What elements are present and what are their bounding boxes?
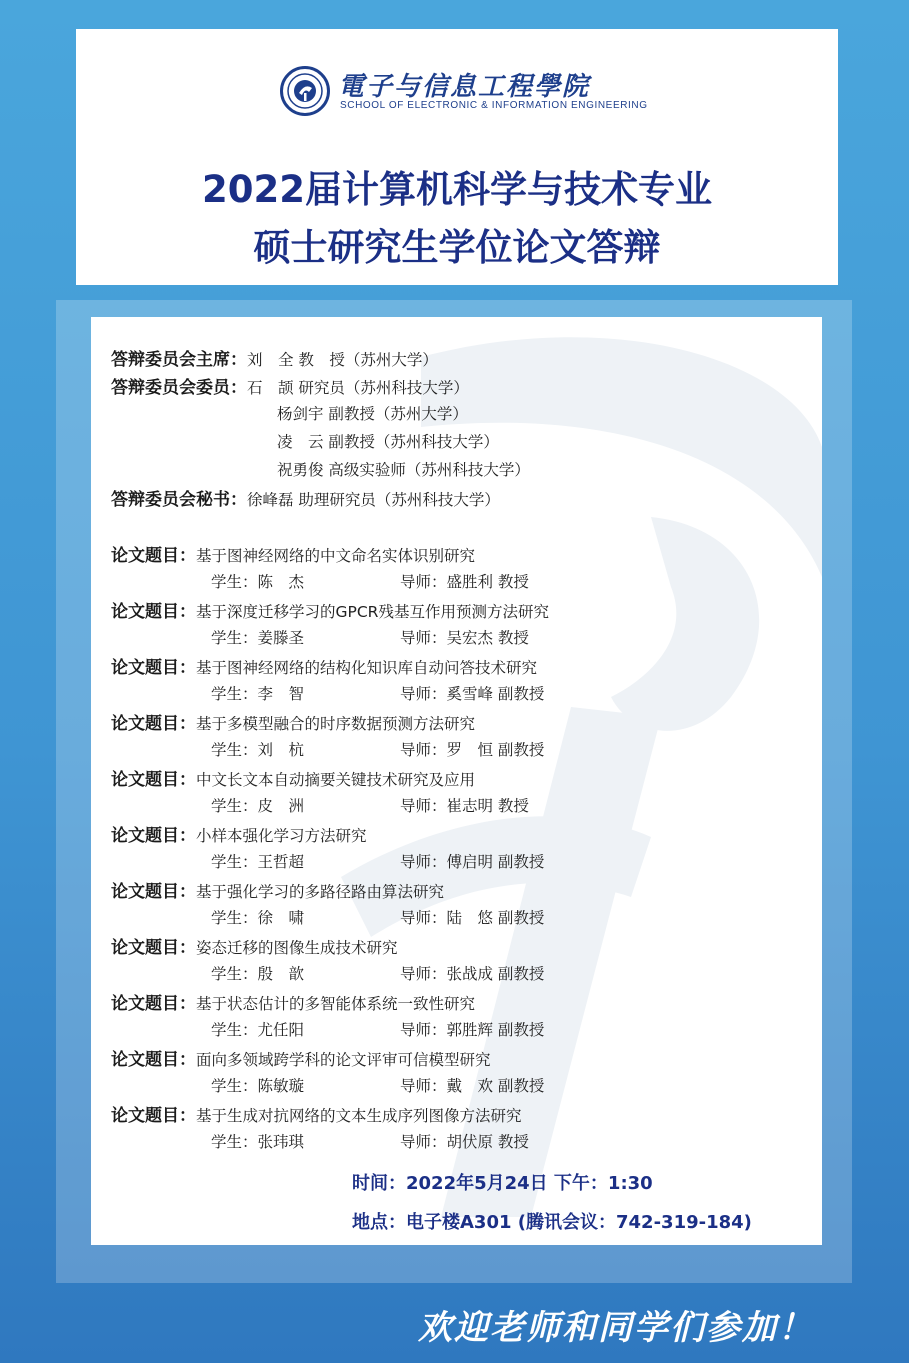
thesis-advisor: 导师：崔志明 教授 <box>400 797 529 815</box>
committee-members-label: 答辩委员会委员： <box>111 378 247 398</box>
thesis-student: 学生：刘 杭 <box>211 741 305 759</box>
thesis-title-label: 论文题目： <box>111 994 196 1014</box>
thesis-student: 学生：皮 洲 <box>211 797 305 815</box>
thesis-student: 学生：尤任阳 <box>211 1021 305 1039</box>
committee-secretary-label: 答辩委员会秘书： <box>111 490 247 510</box>
thesis-advisor: 导师：盛胜利 教授 <box>400 573 529 591</box>
thesis-student: 学生：徐 啸 <box>211 909 305 927</box>
thesis-student: 学生：张玮琪 <box>211 1133 305 1151</box>
committee-member: 杨剑宇 副教授（苏州大学） <box>277 405 468 423</box>
committee-member: 凌 云 副教授（苏州科技大学） <box>277 433 499 451</box>
thesis-student: 学生：殷 歆 <box>211 965 305 983</box>
defense-time: 时间：2022年5月24日 下午：1:30 <box>352 1173 653 1194</box>
school-logo <box>280 66 660 116</box>
thesis-advisor: 导师：张战成 副教授 <box>400 965 545 983</box>
thesis-advisor: 导师：奚雪峰 副教授 <box>400 685 545 703</box>
school-name-en: SCHOOL OF ELECTRONIC & INFORMATION ENGINEERING <box>340 100 648 111</box>
committee-member: 祝勇俊 高级实验师（苏州科技大学） <box>277 461 530 479</box>
thesis-title <box>111 765 475 790</box>
thesis-title-text: 基于生成对抗网络的文本生成序列图像方法研究 <box>196 1107 522 1125</box>
committee-chair-row <box>111 345 438 370</box>
committee-secretary: 徐峰磊 助理研究员（苏州科技大学） <box>247 491 500 509</box>
thesis-title-label: 论文题目： <box>111 938 196 958</box>
school-name-cn: 電子与信息工程學院 <box>338 72 591 102</box>
thesis-title-text: 基于图神经网络的结构化知识库自动问答技术研究 <box>196 659 538 677</box>
thesis-title-text: 姿态迁移的图像生成技术研究 <box>196 939 398 957</box>
thesis-title <box>111 989 475 1014</box>
committee-member: 石 颉 研究员（苏州科技大学） <box>247 379 469 397</box>
thesis-student: 学生：陈 杰 <box>211 573 305 591</box>
committee-members-row <box>111 373 469 398</box>
header-card <box>76 29 838 285</box>
thesis-advisor: 导师：胡伏原 教授 <box>400 1133 529 1151</box>
thesis-title <box>111 821 367 846</box>
thesis-title-text: 基于状态估计的多智能体系统一致性研究 <box>196 995 476 1013</box>
thesis-title <box>111 877 444 902</box>
thesis-advisor: 导师：郭胜辉 副教授 <box>400 1021 545 1039</box>
thesis-title <box>111 597 549 622</box>
thesis-student: 学生：陈敏璇 <box>211 1077 305 1095</box>
thesis-title <box>111 1045 491 1070</box>
thesis-title-text: 小样本强化学习方法研究 <box>196 827 367 845</box>
thesis-title-label: 论文题目： <box>111 1050 196 1070</box>
thesis-title <box>111 933 398 958</box>
thesis-title-text: 基于深度迁移学习的GPCR残基互作用预测方法研究 <box>196 603 549 621</box>
committee-chair: 刘 全 教 授（苏州大学） <box>247 351 438 369</box>
thesis-title-text: 基于强化学习的多路径路由算法研究 <box>196 883 445 901</box>
thesis-title-label: 论文题目： <box>111 882 196 902</box>
thesis-title <box>111 1101 522 1126</box>
thesis-title-text: 中文长文本自动摘要关键技术研究及应用 <box>196 771 476 789</box>
thesis-title-text: 面向多领域跨学科的论文评审可信模型研究 <box>196 1051 491 1069</box>
school-seal-icon <box>280 66 330 116</box>
thesis-title-text: 基于多模型融合的时序数据预测方法研究 <box>196 715 476 733</box>
thesis-title-text: 基于图神经网络的中文命名实体识别研究 <box>196 547 476 565</box>
thesis-title <box>111 653 537 678</box>
thesis-title-label: 论文题目： <box>111 602 196 622</box>
defense-place: 地点：电子楼A301 (腾讯会议：742-319-184) <box>352 1212 752 1233</box>
thesis-student: 学生：姜滕圣 <box>211 629 305 647</box>
poster-title-line2: 硕士研究生学位论文答辩 <box>253 226 661 269</box>
thesis-advisor: 导师：傅启明 副教授 <box>400 853 545 871</box>
thesis-title-label: 论文题目： <box>111 658 196 678</box>
thesis-advisor: 导师：吴宏杰 教授 <box>400 629 529 647</box>
thesis-title <box>111 541 475 566</box>
thesis-title-label: 论文题目： <box>111 770 196 790</box>
thesis-student: 学生：王哲超 <box>211 853 305 871</box>
thesis-title-label: 论文题目： <box>111 1106 196 1126</box>
welcome-message: 欢迎老师和同学们参加！ <box>418 1308 814 1348</box>
thesis-title <box>111 709 475 734</box>
committee-chair-label: 答辩委员会主席： <box>111 350 247 370</box>
thesis-title-label: 论文题目： <box>111 714 196 734</box>
thesis-advisor: 导师：戴 欢 副教授 <box>400 1077 545 1095</box>
committee-secretary-row <box>111 485 500 510</box>
thesis-student: 学生：李 智 <box>211 685 305 703</box>
thesis-title-label: 论文题目： <box>111 826 196 846</box>
content-card <box>91 317 822 1245</box>
thesis-advisor: 导师：罗 恒 副教授 <box>400 741 545 759</box>
thesis-title-label: 论文题目： <box>111 546 196 566</box>
poster-title-line1: 2022届计算机科学与技术专业 <box>202 168 712 211</box>
thesis-advisor: 导师：陆 悠 副教授 <box>400 909 545 927</box>
